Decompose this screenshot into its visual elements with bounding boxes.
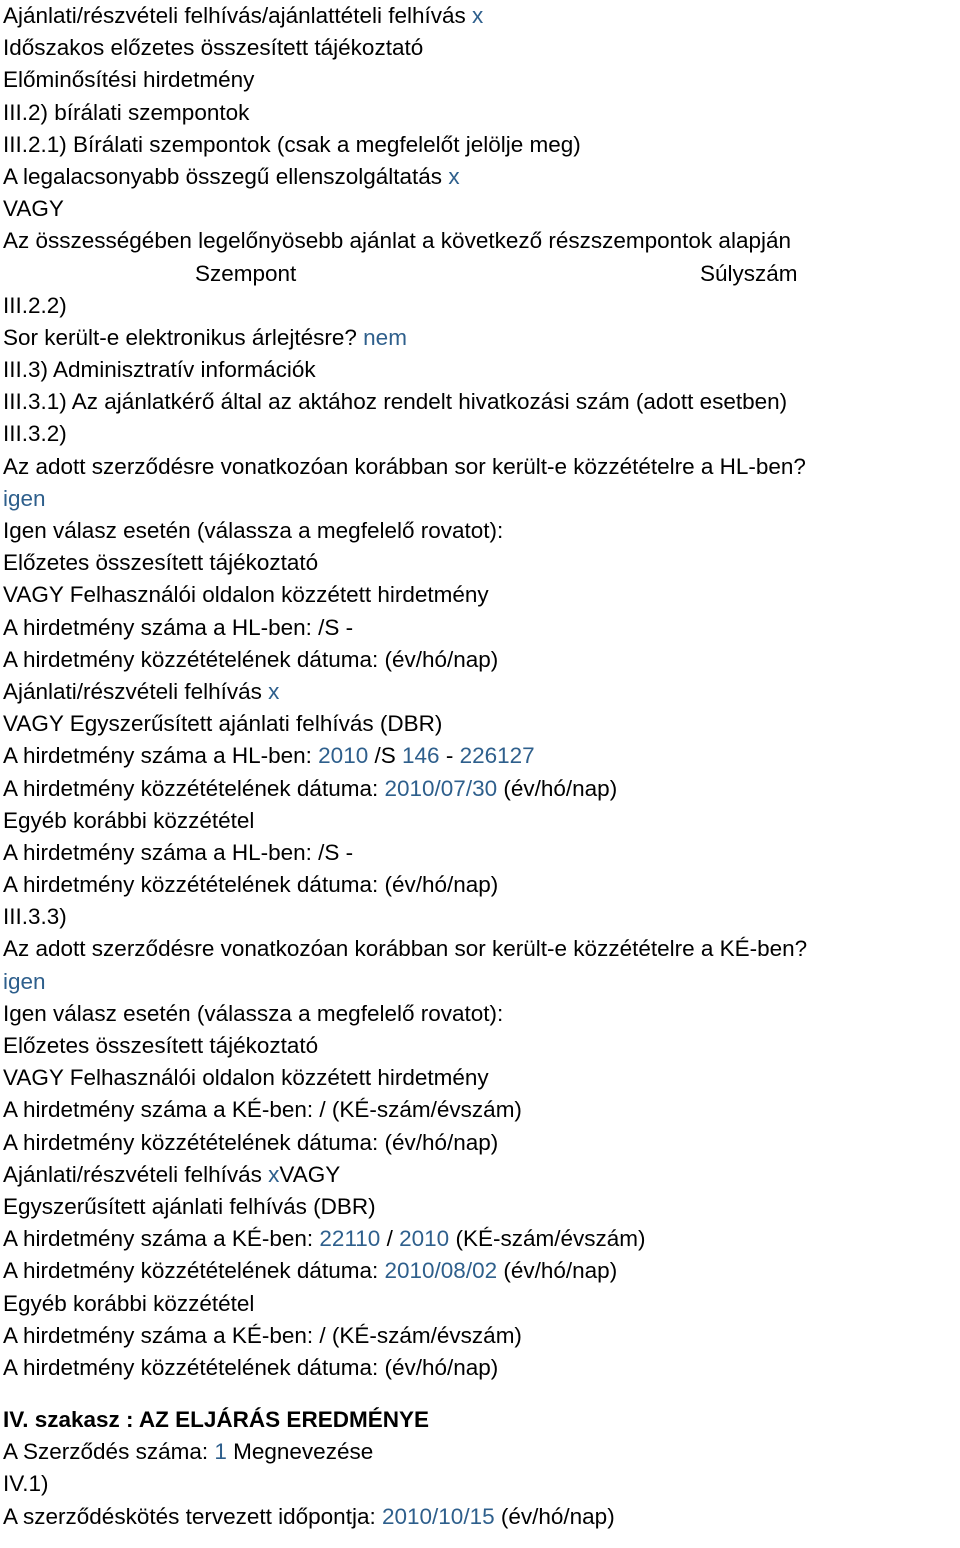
column-criterion: Szempont	[195, 260, 297, 286]
ke-answer: igen	[3, 968, 46, 994]
criterion-most-advantageous: Az összességében legelőnyösebb ajánlat a következő részszempontok alapján	[3, 228, 791, 254]
ke-notice-date-1: A hirdetmény közzétételének dátuma: (év/hó/nap)	[3, 1129, 499, 1155]
hl-prior-info: Előzetes összesített tájékoztató	[3, 550, 319, 576]
heading-iii-2-1: III.2.1) Bírálati szempontok (csak a megfelelőt jelölje meg)	[3, 131, 581, 157]
hl-notice-number-1: A hirdetmény száma a HL-ben: /S -	[3, 614, 354, 640]
hl-other-publication: Egyéb korábbi közzététel	[3, 807, 255, 833]
heading-iii-2: III.2) bírálati szempontok	[3, 99, 250, 125]
heading-iii-3-1: III.3.1) Az ajánlatkérő által az aktához rendelt hivatkozási szám (adott esetben)	[3, 389, 788, 415]
hl-notice-date-3: A hirdetmény közzétételének dátuma: (év/hó/nap)	[3, 872, 499, 898]
ke-dbr: Egyszerűsített ajánlati felhívás (DBR)	[3, 1193, 376, 1219]
ke-buyer-profile: VAGY Felhasználói oldalon közzétett hirdetmény	[3, 1065, 489, 1091]
ke-notice-number-2: A hirdetmény száma a KÉ-ben: 22110 / 2010 (KÉ-szám/évszám)	[3, 1226, 646, 1252]
notice-type-call: Ajánlati/részvételi felhívás/ajánlattételi felhívás x	[3, 3, 484, 28]
ke-call-for-tenders: Ajánlati/részvételi felhívás xVAGY	[3, 1161, 341, 1187]
hl-notice-date-1: A hirdetmény közzétételének dátuma: (év/hó/nap)	[3, 646, 499, 672]
hl-date: 2010/07/30	[384, 775, 498, 801]
contract-number: A Szerződés száma: 1 Megnevezése	[3, 1439, 374, 1465]
ke-notice-date-2: A hirdetmény közzétételének dátuma: 2010/08/02 (év/hó/nap)	[3, 1258, 618, 1284]
hl-notice-date-2: A hirdetmény közzétételének dátuma: 2010/07/30 (év/hó/nap)	[3, 775, 618, 801]
hl-issue: 146	[402, 743, 440, 769]
selected-mark: x	[472, 3, 484, 28]
criteria-header	[3, 258, 960, 290]
hl-year: 2010	[318, 743, 369, 769]
selected-mark: x	[448, 163, 460, 189]
hl-answer: igen	[3, 485, 46, 511]
or-label: VAGY	[3, 196, 64, 222]
contract-date-value: 2010/10/15	[381, 1503, 495, 1529]
criterion-lowest-price: A legalacsonyabb összegű ellenszolgáltatás x	[3, 163, 460, 189]
hl-question: Az adott szerződésre vonatkozóan korábban sor került-e közzétételre a HL-ben?	[3, 453, 806, 479]
section-spacer	[3, 1384, 960, 1404]
e-auction-answer: nem	[363, 324, 407, 350]
ke-other-publication: Egyéb korábbi közzététel	[3, 1290, 255, 1316]
ke-question: Az adott szerződésre vonatkozóan korábban sor került-e közzétételre a KÉ-ben?	[3, 936, 808, 962]
ke-instruction: Igen válasz esetén (válassza a megfelelő rovatot):	[3, 1000, 504, 1026]
ke-notice-number-1: A hirdetmény száma a KÉ-ben: / (KÉ-szám/évszám)	[3, 1097, 522, 1123]
heading-iv-1: IV.1)	[3, 1471, 49, 1497]
hl-number: 226127	[459, 743, 535, 769]
hl-notice-number-2: A hirdetmény száma a HL-ben: 2010 /S 146 - 226127	[3, 743, 535, 769]
hl-buyer-profile: VAGY Felhasználói oldalon közzétett hirdetmény	[3, 582, 489, 608]
ke-date: 2010/08/02	[384, 1258, 498, 1284]
heading-iii-3-3: III.3.3)	[3, 904, 67, 930]
e-auction-question: Sor került-e elektronikus árlejtésre? nem	[3, 324, 407, 350]
hl-call-for-tenders: Ajánlati/részvételi felhívás x	[3, 678, 280, 704]
heading-iii-2-2: III.2.2)	[3, 292, 67, 318]
ke-year: 2010	[399, 1226, 450, 1252]
heading-iii-3: III.3) Adminisztratív információk	[3, 357, 316, 383]
contract-no-value: 1	[214, 1439, 227, 1465]
ke-notice-date-3: A hirdetmény közzétételének dátuma: (év/hó/nap)	[3, 1354, 499, 1380]
selected-mark: x	[268, 1161, 280, 1187]
notice-type-periodic: Időszakos előzetes összesített tájékoztató	[3, 35, 424, 61]
section-iv-title: IV. szakasz : AZ ELJÁRÁS EREDMÉNYE	[3, 1407, 429, 1433]
hl-dbr: VAGY Egyszerűsített ajánlati felhívás (DBR)	[3, 711, 443, 737]
ke-prior-info: Előzetes összesített tájékoztató	[3, 1033, 319, 1058]
column-weight: Súlyszám	[700, 260, 798, 286]
hl-notice-number-3: A hirdetmény száma a HL-ben: /S -	[3, 839, 354, 865]
selected-mark: x	[268, 678, 280, 704]
ke-notice-number-3: A hirdetmény száma a KÉ-ben: / (KÉ-szám/évszám)	[3, 1322, 522, 1348]
contract-date: A szerződéskötés tervezett időpontja: 2010/10/15 (év/hó/nap)	[3, 1503, 615, 1529]
notice-type-prequal: Előminősítési hirdetmény	[3, 67, 255, 93]
ke-number: 22110	[319, 1226, 381, 1252]
heading-iii-3-2: III.3.2)	[3, 421, 67, 447]
hl-instruction: Igen válasz esetén (válassza a megfelelő rovatot):	[3, 518, 504, 543]
